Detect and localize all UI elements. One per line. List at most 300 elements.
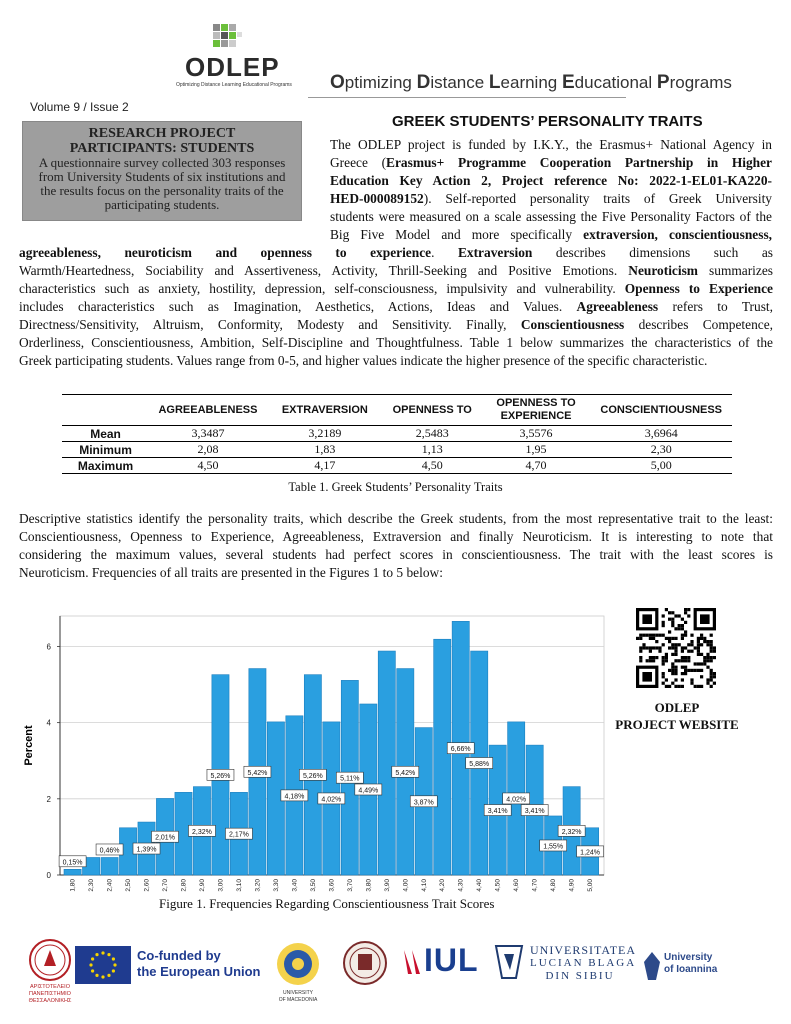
qr-module: [687, 643, 690, 646]
qr-module: [642, 614, 652, 624]
qr-module: [684, 608, 687, 611]
x-tick-label: 2,60: [143, 879, 151, 892]
qr-module: [678, 643, 681, 646]
histogram-bar: [378, 651, 395, 875]
data-label: 4,49%: [358, 787, 379, 795]
qr-module: [668, 646, 671, 649]
tagline-word: ptimizing: [344, 73, 417, 92]
qr-module: [649, 646, 652, 649]
qr-module: [710, 650, 713, 653]
qr-module: [710, 659, 713, 662]
data-label: 3,87%: [413, 799, 434, 807]
qr-module: [668, 685, 671, 688]
qr-module: [674, 653, 677, 656]
eu-cofunded-line2: the European Union: [137, 964, 261, 979]
qr-module: [662, 634, 665, 637]
qr-module: [706, 678, 709, 681]
qr-module: [681, 656, 684, 659]
bold-term: Openness to Experience: [624, 281, 773, 296]
table-header: AGREEABLENESS: [149, 395, 267, 426]
qr-module: [655, 634, 658, 637]
x-tick-label: 3,90: [383, 879, 391, 892]
x-tick-label: 3,20: [254, 879, 262, 892]
qr-module: [646, 659, 649, 662]
qr-module: [687, 650, 690, 653]
x-tick-label: 3,60: [328, 879, 336, 892]
bold-term: Extraversion: [457, 245, 533, 260]
qr-module: [652, 646, 655, 649]
qr-module: [697, 650, 700, 653]
qr-module: [697, 662, 700, 665]
qr-module: [665, 608, 668, 611]
qr-module: [700, 662, 703, 665]
text-run: Orderliness, Conscientiousness, Ambition, Self-Discipline and Thoughtfulness. Table 1 below summarizes the characteristics of the: [19, 335, 773, 350]
paragraph-line: [19, 316, 773, 334]
qr-module: [690, 669, 693, 672]
qr-module: [687, 608, 690, 611]
y-tick-label: 2: [46, 794, 51, 804]
qr-module: [700, 669, 703, 672]
bold-term: agreeableness, neuroticism and openness to experience: [19, 245, 432, 260]
eu-star-icon: [107, 953, 110, 956]
qr-module: [710, 640, 713, 643]
table-row: [62, 442, 732, 458]
table-cell: 2,08: [149, 442, 267, 458]
data-label: 2,01%: [155, 834, 175, 842]
paragraph-line: [19, 298, 773, 316]
qr-module: [662, 656, 665, 659]
y-tick-label: 4: [46, 718, 51, 728]
data-label: 5,26%: [302, 772, 323, 780]
data-label: 0,15%: [62, 859, 83, 867]
sibiu-emblem-icon: [492, 942, 526, 982]
qr-module: [671, 611, 674, 614]
figure-caption: Figure 1. Frequencies Regarding Conscientiousness Trait Scores: [159, 896, 495, 911]
qr-module: [652, 634, 655, 637]
data-label: 5,26%: [210, 772, 231, 780]
qr-module: [668, 669, 671, 672]
x-tick-label: 1,80: [69, 879, 77, 892]
row-label: Maximum: [62, 458, 149, 474]
qr-module: [668, 611, 671, 614]
qr-module: [690, 650, 693, 653]
qr-module: [671, 653, 674, 656]
qr-module: [681, 627, 684, 630]
table-cell: 2,30: [590, 442, 732, 458]
qr-module: [639, 656, 642, 659]
bold-term: Neuroticism: [628, 263, 698, 278]
iul-wordmark: IUL: [424, 942, 479, 978]
paragraph-line: [330, 208, 772, 226]
data-label: 5,42%: [395, 769, 416, 777]
qr-module: [681, 659, 684, 662]
histogram-bar: [434, 639, 451, 875]
bold-term: Erasmus+ Programme Cooperation Partnership in Higher: [386, 155, 772, 170]
bold-term: Conscientiousness: [520, 317, 625, 332]
qr-module: [684, 672, 687, 675]
tagline-word: istance: [430, 73, 489, 92]
qr-module: [690, 640, 693, 643]
data-label: 1,39%: [136, 846, 157, 854]
qr-module: [671, 621, 674, 624]
text-run: Greek participating students. Values range from 0-5, and higher values indicate the higher presence of the specific characteristic.: [19, 353, 708, 368]
qr-module: [681, 618, 684, 621]
table-cell: 4,50: [383, 458, 482, 474]
qr-module: [671, 682, 674, 685]
qr-module: [700, 637, 703, 640]
auth-seal-icon: [28, 938, 72, 982]
uom-logo: [270, 940, 326, 1020]
x-tick-label: 2,90: [198, 879, 206, 892]
table-header: CONSCIENTIOUSNESS: [590, 395, 732, 426]
qr-module: [697, 643, 700, 646]
qr-module: [710, 643, 713, 646]
data-label: 4,02%: [506, 796, 527, 804]
article-title: GREEK STUDENTS’ PERSONALITY TRAITS: [392, 113, 703, 130]
qr-module: [700, 675, 703, 678]
data-label: 5,42%: [247, 769, 268, 777]
text-run: refers to Trust,: [658, 299, 773, 314]
text-run: includes characteristics such as Imagination, Aesthetics, Actions, Ideas and Values.: [19, 299, 577, 314]
paragraph-line: [330, 172, 772, 190]
qr-module: [706, 653, 709, 656]
qr-module: [671, 618, 674, 621]
qr-label: [602, 699, 752, 733]
qr-module: [694, 669, 697, 672]
eu-star-icon: [113, 963, 116, 966]
table-cell: 2,5483: [383, 426, 482, 442]
sibiu-line1: UNIVERSITATEA: [530, 943, 637, 957]
qr-module: [710, 685, 713, 688]
qr-module: [665, 637, 668, 640]
x-tick-label: 2,30: [88, 879, 96, 892]
qr-module: [674, 666, 677, 669]
qr-module: [690, 643, 693, 646]
qr-module: [694, 646, 697, 649]
seal-logo: [342, 940, 388, 991]
data-label: 4,02%: [321, 796, 342, 804]
qr-module: [655, 656, 658, 659]
qr-module: [678, 624, 681, 627]
table-cell: 3,5576: [482, 426, 591, 442]
eu-flag-icon: [75, 946, 131, 984]
table-header: [482, 395, 591, 426]
qr-module: [649, 656, 652, 659]
y-axis-label: Percent: [23, 725, 35, 766]
eu-star-icon: [107, 974, 110, 977]
qr-module: [658, 646, 661, 649]
qr-module: [662, 672, 665, 675]
sidebox-heading-line1: RESEARCH PROJECT: [88, 126, 236, 141]
qr-module: [649, 637, 652, 640]
y-tick-label: 6: [46, 642, 51, 652]
qr-module: [710, 678, 713, 681]
qr-module: [713, 646, 716, 649]
qr-label-line1: ODLEP: [654, 700, 700, 715]
qr-module: [684, 630, 687, 633]
eu-star-icon: [101, 975, 104, 978]
x-tick-label: 3,40: [291, 879, 299, 892]
qr-module: [703, 640, 706, 643]
histogram-bar: [64, 869, 81, 875]
row-label: Mean: [62, 426, 149, 442]
qr-module: [674, 627, 677, 630]
qr-module: [684, 611, 687, 614]
table-header-line: OPENNESS TO: [496, 397, 576, 409]
x-tick-label: 4,40: [476, 879, 484, 892]
table-header: EXTRAVERSION: [267, 395, 383, 426]
x-tick-label: 3,10: [235, 879, 243, 892]
paragraph-line: [19, 280, 773, 298]
paragraph-line: [330, 154, 772, 172]
qr-module: [674, 659, 677, 662]
table-cell: 5,00: [590, 458, 732, 474]
sidebox-body-line: participating students.: [104, 197, 220, 212]
table-cell: 1,95: [482, 442, 591, 458]
x-tick-label: 4,20: [439, 879, 447, 892]
table-header: [383, 395, 482, 426]
qr-module: [687, 659, 690, 662]
x-tick-label: 4,00: [402, 879, 410, 892]
bold-term: extraversion, conscientiousness,: [583, 227, 773, 242]
sidebox-body-line: A questionnaire survey collected 303 responses: [38, 155, 286, 170]
eu-star-icon: [91, 957, 94, 960]
qr-module: [671, 643, 674, 646]
data-label: 2,32%: [561, 828, 582, 836]
data-label: 1,24%: [580, 849, 601, 857]
qr-module: [662, 662, 665, 665]
eu-star-icon: [89, 963, 92, 966]
qr-module: [710, 672, 713, 675]
qr-module: [706, 682, 709, 685]
table-row: [62, 458, 732, 474]
descriptive-stats-paragraph: [19, 510, 773, 582]
qr-module: [642, 643, 645, 646]
qr-module: [639, 634, 642, 637]
qr-module: [662, 624, 665, 627]
qr-module: [674, 669, 677, 672]
qr-module: [713, 682, 716, 685]
x-tick-label: 2,70: [162, 879, 170, 892]
qr-module: [706, 666, 709, 669]
qr-module: [706, 643, 709, 646]
table-cell: 1,13: [383, 442, 482, 458]
table-cell: 3,3487: [149, 426, 267, 442]
sibiu-line2: LUCIAN BLAGA: [530, 957, 637, 969]
qr-module: [665, 685, 668, 688]
tagline-capital: L: [488, 72, 501, 93]
logo-puzzle-icon: [183, 22, 283, 52]
x-tick-label: 3,30: [272, 879, 280, 892]
auth-name-line: ΑΡΙΣΤΟΤΕΛΕΙΟ: [30, 984, 70, 990]
paragraph-line: Descriptive statistics identify the personality traits, which describe the Greek students, from the most representative trait to the least:: [19, 511, 773, 526]
auth-name-line: ΘΕΣΣΑΛΟΝΙΚΗΣ: [28, 998, 72, 1004]
text-run: ). Self-reported personality traits of Greek University: [423, 191, 772, 206]
data-label: 3,41%: [487, 808, 508, 816]
tagline-word: ducational: [574, 73, 657, 92]
qr-module: [674, 650, 677, 653]
paragraph-line: [19, 334, 773, 352]
x-tick-label: 3,50: [309, 879, 317, 892]
qr-module: [697, 669, 700, 672]
bold-term: Education Key Action 2, Project reference No: 2022-1-EL01-KA220-: [330, 173, 772, 188]
tagline-capital: D: [416, 72, 431, 93]
qr-module: [703, 637, 706, 640]
x-tick-label: 3,80: [365, 879, 373, 892]
qr-module: [706, 659, 709, 662]
qr-module: [636, 637, 639, 640]
qr-module: [681, 678, 684, 681]
uom-emblem-icon: [274, 940, 322, 988]
text-run: Big Five Model and more specifically: [330, 227, 584, 242]
qr-module: [678, 614, 681, 617]
qr-module: [639, 650, 642, 653]
qr-module: [713, 650, 716, 653]
text-run: describes dimensions such as: [532, 245, 773, 260]
qr-module: [687, 614, 690, 617]
qr-module: [665, 656, 668, 659]
odlep-logo: [176, 22, 292, 90]
iul-mark-icon: [402, 946, 426, 978]
qr-module: [684, 646, 687, 649]
paragraph-line: [19, 244, 773, 262]
qr-module: [671, 662, 674, 665]
x-tick-label: 3,70: [346, 879, 354, 892]
intro-paragraph: [330, 136, 772, 244]
qr-module: [649, 659, 652, 662]
bold-term: Agreeableness: [576, 299, 659, 314]
qr-module: [655, 640, 658, 643]
ioannina-line1: University: [664, 952, 713, 963]
text-run: Directness/Sensitivity, Altruism, Conformity, Modesty and Sensitivity. Finally,: [19, 317, 521, 332]
qr-module: [668, 640, 671, 643]
paragraph-line: [330, 226, 772, 244]
qr-module: [684, 666, 687, 669]
table-cell: 1,83: [267, 442, 383, 458]
qr-module: [649, 634, 652, 637]
paragraph-line: [19, 352, 773, 370]
ioannina-line2: of Ioannina: [664, 964, 718, 975]
x-tick-label: 2,80: [180, 879, 188, 892]
qr-module: [674, 614, 677, 617]
qr-module: [697, 646, 700, 649]
data-label: 2,32%: [192, 828, 212, 836]
paragraph-line: [19, 262, 773, 280]
header-divider: [308, 97, 626, 98]
sibiu-line3: DIN SIBIU: [545, 970, 615, 982]
qr-module: [674, 685, 677, 688]
table-header-line: EXPERIENCE: [500, 410, 572, 422]
text-run: describes Competence,: [624, 317, 774, 332]
qr-module: [681, 666, 684, 669]
text-run: The ODLEP project is funded by I.K.Y., the Erasmus+ National Agency in: [330, 137, 772, 152]
qr-module: [674, 672, 677, 675]
y-tick-label: 0: [46, 871, 51, 880]
table-header-empty: [62, 395, 149, 426]
qr-module: [671, 637, 674, 640]
qr-module: [668, 637, 671, 640]
table-cell: 3,6964: [590, 426, 732, 442]
paragraph-line: considering the maximum values, several students had perfect scores in conscientiousness. The trait with the least scores is: [19, 547, 773, 562]
qr-module: [678, 685, 681, 688]
qr-module: [703, 656, 706, 659]
qr-module: [662, 643, 665, 646]
tagline-capital: O: [330, 72, 345, 93]
qr-module: [642, 634, 645, 637]
qr-module: [710, 675, 713, 678]
qr-module: [671, 666, 674, 669]
qr-module: [713, 656, 716, 659]
qr-module: [639, 646, 642, 649]
qr-module: [697, 685, 700, 688]
qr-module: [703, 662, 706, 665]
qr-module: [681, 646, 684, 649]
qr-module: [710, 634, 713, 637]
table-cell: 4,50: [149, 458, 267, 474]
tagline-capital: P: [656, 72, 670, 93]
qr-module: [681, 672, 684, 675]
eu-star-icon: [91, 969, 94, 972]
eu-cofunded-line1: Co-funded by: [137, 948, 221, 963]
text-run: summarizes: [697, 263, 773, 278]
sidebox-heading-line2: PARTICIPANTS: STUDENTS: [69, 141, 255, 156]
tagline-word: rograms: [669, 73, 732, 92]
qr-module: [687, 656, 690, 659]
qr-module: [652, 656, 655, 659]
logo-subtitle: Optimizing Distance Learning Educational Programs: [176, 82, 292, 88]
x-tick-label: 4,60: [513, 879, 521, 892]
traits-paragraph: [19, 244, 773, 370]
qr-module: [652, 637, 655, 640]
qr-module: [665, 678, 668, 681]
qr-module: [694, 685, 697, 688]
qr-module: [642, 672, 652, 682]
qr-module: [671, 624, 674, 627]
qr-code-icon[interactable]: [636, 608, 716, 688]
qr-module: [706, 656, 709, 659]
eu-star-icon: [95, 974, 98, 977]
research-participants-box: [22, 121, 302, 221]
data-label: 5,88%: [469, 761, 490, 769]
x-tick-label: 3,00: [217, 879, 225, 892]
header-tagline: [330, 72, 732, 94]
auth-name-line: ΠΑΝΕΠΙΣΤΗΜΙΟ: [29, 991, 71, 997]
qr-module: [684, 669, 687, 672]
qr-module: [639, 659, 642, 662]
data-label: 3,41%: [524, 808, 545, 816]
volume-issue: Volume 9 / Issue 2: [30, 100, 129, 114]
x-tick-label: 4,30: [457, 879, 465, 892]
bold-term: HED-000089152: [330, 191, 424, 206]
data-label: 0,46%: [99, 847, 120, 855]
data-label: 2,17%: [229, 831, 249, 839]
qr-module: [646, 646, 649, 649]
data-label: 4,18%: [284, 793, 305, 801]
data-label: 1,55%: [543, 843, 564, 851]
qr-module: [681, 650, 684, 653]
text-run: characteristics such as anxiety, hostility, depression, self-consciousness, impulsivity and vulnerability.: [19, 281, 625, 296]
qr-module: [671, 672, 674, 675]
paragraph-line: Neuroticism. Frequencies of all traits are presented in the Figures 1 to 5 below:: [19, 565, 443, 580]
table-row: [62, 426, 732, 442]
qr-module: [684, 656, 687, 659]
qr-module: [713, 672, 716, 675]
qr-module: [690, 678, 693, 681]
x-tick-label: 2,40: [106, 879, 114, 892]
qr-module: [690, 634, 693, 637]
qr-module: [639, 637, 642, 640]
qr-module: [681, 685, 684, 688]
